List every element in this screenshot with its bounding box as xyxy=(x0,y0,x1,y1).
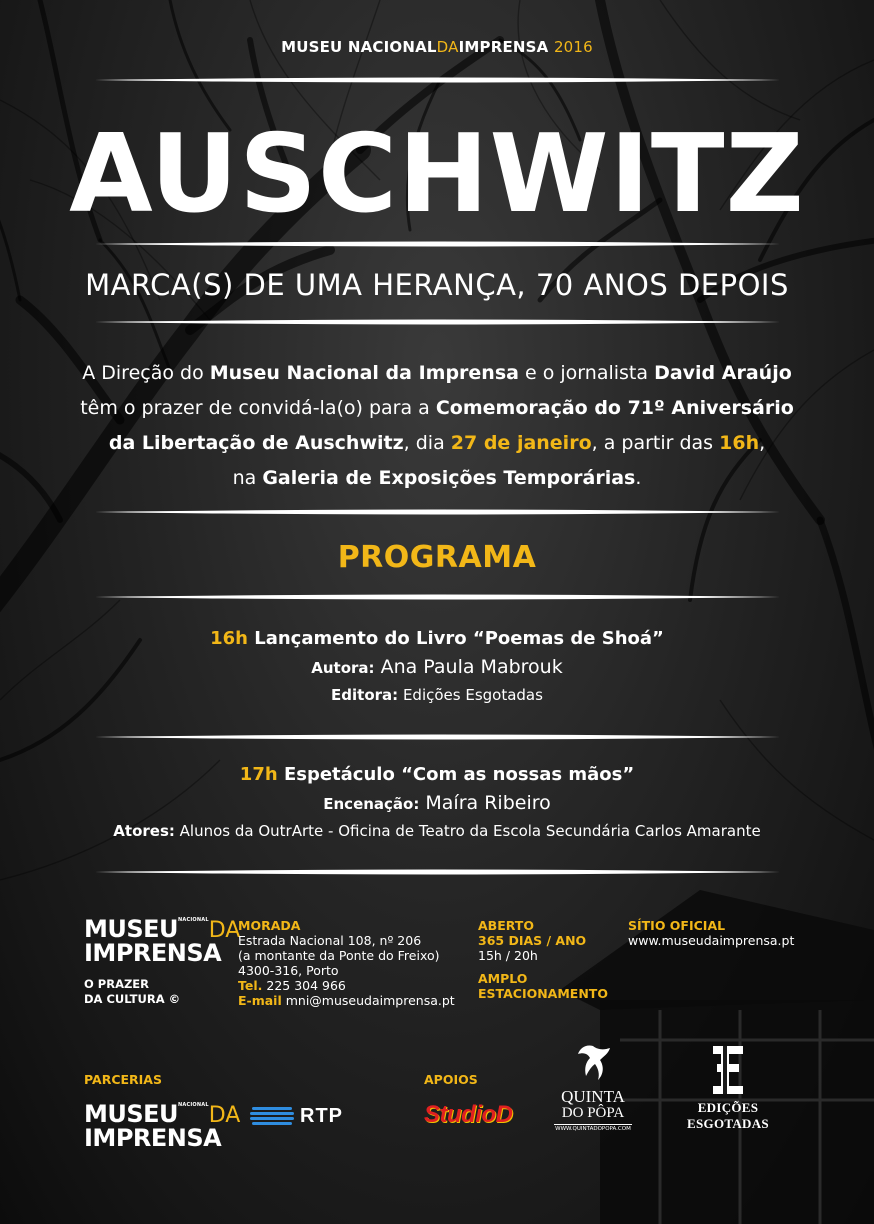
parking-label: AMPLO xyxy=(478,971,528,986)
address-line: 4300-316, Porto xyxy=(238,963,339,978)
subtitle: MARCA(S) DE UMA HERANÇA, 70 ANOS DEPOIS xyxy=(85,268,789,302)
divider-rule xyxy=(0,868,874,876)
divider-rule xyxy=(0,593,874,601)
opening-hours: 15h / 20h xyxy=(478,948,538,963)
invite-line xyxy=(0,461,874,496)
invite-text: A Direção do xyxy=(82,362,210,384)
phone-label: Tel. xyxy=(238,978,263,993)
invite-text: . xyxy=(635,467,642,489)
quinta-do-popa-logo xyxy=(554,1040,632,1132)
logo-nacional: NACIONAL xyxy=(178,917,209,923)
divider-rule xyxy=(0,240,874,248)
studiod-logo: StudioD xyxy=(424,1101,513,1128)
program-time: 17h xyxy=(239,764,278,785)
program-role-line xyxy=(0,685,874,704)
header-year: 2016 xyxy=(553,38,593,56)
logo-da: DA xyxy=(208,1103,241,1128)
logo-imprensa: IMPRENSA xyxy=(84,938,222,967)
opening-days: 365 DIAS / ANO xyxy=(478,933,587,948)
invite-text: , a partir das xyxy=(591,432,720,454)
invite-line xyxy=(0,391,874,426)
program-item-title xyxy=(0,764,874,785)
address-label: MORADA xyxy=(238,918,301,933)
invite-journalist-name: David Araújo xyxy=(654,362,792,384)
invite-event-name: da Libertação de Auschwitz xyxy=(108,432,404,454)
invite-text: , dia xyxy=(403,432,451,454)
invite-event-name: Comemoração do 71º Aniversário xyxy=(435,397,794,419)
tagline-line: O PRAZER xyxy=(84,977,150,991)
quinta-url: WWW.QUINTADOPOPA.COM xyxy=(555,1126,631,1132)
divider-rule xyxy=(0,508,874,516)
ee-emblem-icon xyxy=(709,1044,747,1096)
program-role-line xyxy=(0,656,874,678)
program-time: 16h xyxy=(210,628,248,649)
logo-museu: MUSEU xyxy=(84,915,179,943)
role-value: Ana Paula Mabrouk xyxy=(374,656,563,678)
invite-text: , xyxy=(759,432,766,454)
quinta-text: QUINTA xyxy=(561,1087,625,1106)
invite-line xyxy=(0,356,874,391)
rtp-text: RTP xyxy=(300,1105,343,1127)
program-title-text: Espetáculo “Com as nossas mãos” xyxy=(277,764,635,785)
parking-label: ESTACIONAMENTO xyxy=(478,986,608,1001)
program-item xyxy=(0,764,874,840)
divider-rule xyxy=(0,733,874,741)
phone-line xyxy=(238,978,455,993)
invite-line xyxy=(0,426,874,461)
phone-value: 225 304 966 xyxy=(262,978,346,993)
invite-museum-name: Museu Nacional da Imprensa xyxy=(209,362,519,384)
email-value: mni@museudaimprensa.pt xyxy=(281,993,455,1008)
edicoes-text: EDIÇÕES ESGOTADAS xyxy=(687,1100,769,1131)
tagline-line: DA CULTURA © xyxy=(84,992,181,1006)
apoios-label: APOIOS xyxy=(424,1072,478,1087)
divider-rule xyxy=(0,76,874,84)
address-line: Estrada Nacional 108, nº 206 xyxy=(238,933,422,948)
email-line xyxy=(238,993,455,1008)
role-label: Encenação: xyxy=(323,795,420,813)
role-value: Maíra Ribeiro xyxy=(419,792,551,814)
program-title-text: Lançamento do Livro “Poemas de Shoá” xyxy=(247,628,664,649)
programa-heading: PROGRAMA xyxy=(337,540,537,575)
opening-label: ABERTO xyxy=(478,918,534,933)
role-label: Editora: xyxy=(331,686,399,704)
rtp-mark-icon xyxy=(250,1104,296,1128)
rtp-logo xyxy=(250,1104,362,1128)
page-title: AUSCHWITZ xyxy=(69,112,805,237)
logo-museu: MUSEU xyxy=(84,1100,179,1128)
email-label: E-mail xyxy=(238,993,282,1008)
role-label: Autora: xyxy=(311,659,375,677)
role-value: Alunos da OutrArte - Oficina de Teatro da Escola Secundária Carlos Amarante xyxy=(174,822,761,840)
website-label: SÍTIO OFICIAL xyxy=(628,918,726,933)
header-museu-nacional: MUSEU NACIONAL xyxy=(281,38,437,56)
museum-header xyxy=(0,38,874,56)
parcerias-label: PARCERIAS xyxy=(84,1072,162,1087)
program-role-line xyxy=(0,821,874,840)
program-item-title xyxy=(0,628,874,649)
partner-museu-imprensa-logo xyxy=(84,1100,241,1152)
invite-text: e o jornalista xyxy=(518,362,655,384)
logo-da: DA xyxy=(208,918,241,943)
divider-rule xyxy=(0,318,874,326)
invite-time: 16h xyxy=(719,432,760,454)
website-link[interactable]: www.museudaimprensa.pt xyxy=(628,933,795,948)
edicoes-esgotadas-logo xyxy=(660,1044,796,1132)
museu-imprensa-logo xyxy=(84,915,241,967)
invite-text: têm o prazer de convidá-la(o) para a xyxy=(80,397,436,419)
header-imprensa: IMPRENSA xyxy=(458,38,549,56)
program-role-line xyxy=(0,792,874,814)
address-block xyxy=(238,918,455,1008)
logo-nacional: NACIONAL xyxy=(178,1102,209,1108)
logo-imprensa: IMPRENSA xyxy=(84,1123,222,1152)
tagline xyxy=(84,977,180,1007)
bird-icon xyxy=(574,1040,612,1084)
program-item xyxy=(0,628,874,704)
role-label: Atores: xyxy=(113,822,175,840)
invite-venue: Galeria de Exposições Temporárias xyxy=(262,467,636,489)
address-line: (a montante da Ponte do Freixo) xyxy=(238,948,440,963)
role-value: Edições Esgotadas xyxy=(398,686,543,704)
opening-hours-block xyxy=(478,918,608,1001)
invite-text: na xyxy=(232,467,263,489)
header-da: DA xyxy=(436,38,459,56)
website-block xyxy=(628,918,794,948)
invite-date: 27 de janeiro xyxy=(450,432,592,454)
invitation-text xyxy=(0,356,874,496)
quinta-text: DO PÔPA xyxy=(561,1105,625,1121)
